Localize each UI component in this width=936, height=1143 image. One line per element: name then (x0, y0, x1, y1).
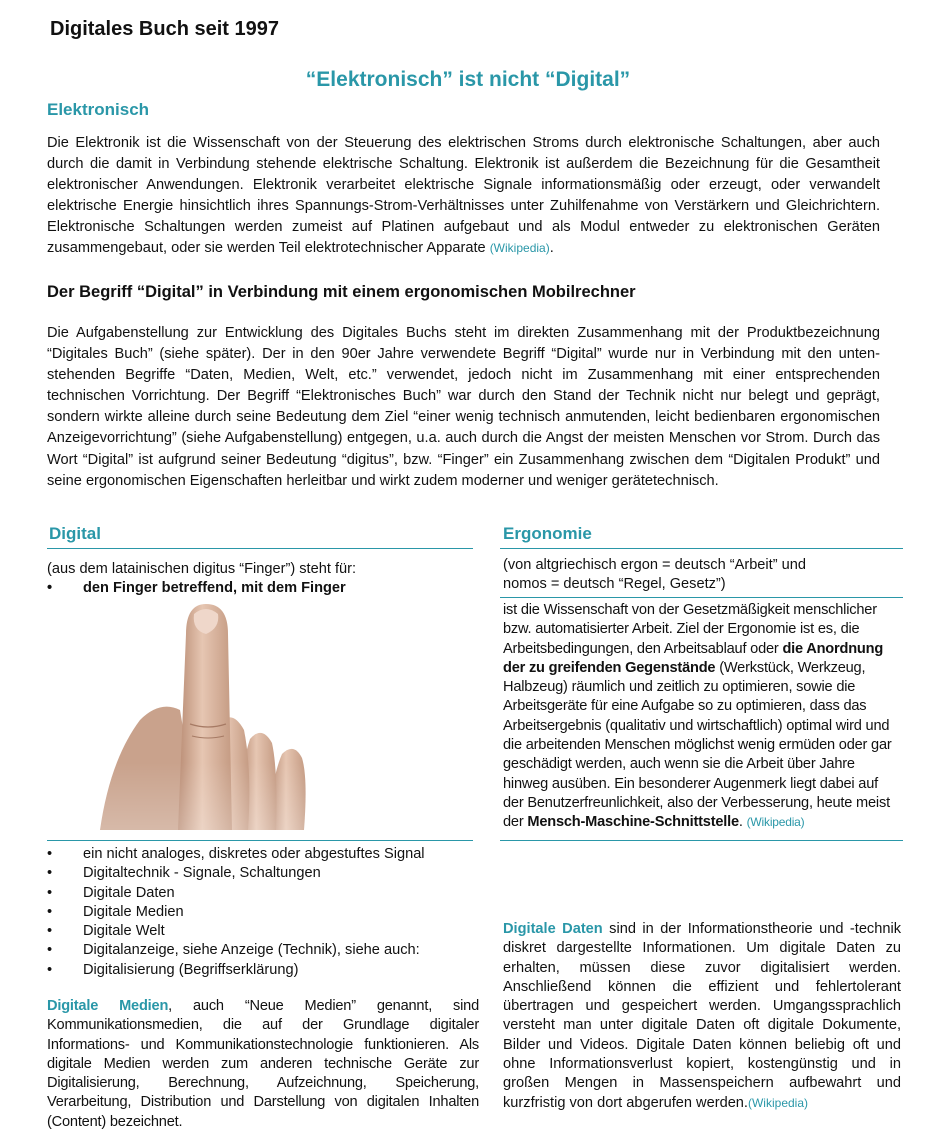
list-item: • Digitale Daten (47, 884, 477, 903)
list-item: • Digitalisierung (Begriffserklärung) (47, 961, 477, 980)
list-item: • ein nicht analoges, diskretes oder abgestuftes Signal (47, 845, 477, 864)
paragraph-elektronisch (47, 133, 880, 260)
digital-list (47, 845, 477, 980)
paragraph-ergonomie (503, 601, 901, 833)
ergonomie-text-1: ist die Wissenschaft von der Gesetzmäßigkeit menschlicher bzw. automatisierter Arbeit. Ziel der Ergonomie ist es, die Arbeitsbedingungen, den Arbeitsablauf oder (503, 602, 877, 657)
pointing-finger-photo (100, 604, 316, 830)
finger-illustration (100, 604, 316, 830)
divider-digital (47, 548, 473, 549)
list-item: • Digitale Medien (47, 903, 477, 922)
elektronisch-text: Die Elektronik ist die Wissenschaft von der Steuerung des elektrischen Stroms durch elektronische Schaltungen, aber auch durch die damit in Verbindung stehende elektrische Schaltung. Elektronik ist außerdem die Bezeichnung für die Gesamtheit elektronischer Anwendungen. Elektronik verarbeitet elektrische Signale informationsmäßig oder erzeugt, oder verwandelt elektrische Energie hinsichtlich ihres Spannungs-Strom-Verhältnisses unter Zuhilfenahme von Verstärkern und Gleichrichtern. Elektronische Schaltungen werden zumeist auf Platinen aufgebaut und als Modul entweder zu elektronischen Geräten zusammengebaut, oder sie werden Teil elektrotechnischer Apparate (47, 135, 880, 257)
divider-ergonomie (500, 548, 903, 549)
divider-ergonomie-2 (500, 597, 903, 598)
digital-intro: (aus dem latainischen digitus “Finger”) steht für: (47, 561, 357, 577)
ergonomie-etymology: (von altgriechisch ergon = deutsch “Arbeit” und nomos = deutsch “Regel, Gesetz”) (503, 557, 806, 593)
divider-digital-bottom (47, 840, 473, 841)
list-item: • Digitalanzeige, siehe Anzeige (Technik), siehe auch: (47, 941, 477, 960)
digitale-medien-lead: Digitale Medien (47, 998, 169, 1014)
ergonomie-text-3: . (738, 814, 747, 831)
wikipedia-link[interactable]: (Wikipedia) (747, 1095, 808, 1110)
begriff-text: Die Aufgabenstellung zur Entwicklung des Digitales Buchs steht im direkten Zusammenhang mit der Produktbezeichnung “Digitales Buch” (siehe später). Der in den 90er Jahre verwendete Begriff “Digital” wurde nur in Verbindung mit den unten-stehenden Begriffe “Daten, Medien, Welt, etc.” verwendet, jedoch nicht im Zusammenhang mit einer entsprechenden technischen Vorrichtung. Der Begriff “Elektronisches Buch” war durch den Stand der Technik nicht nur belegt und geprägt, sondern wirkte alleine durch seine Bedeutung dem Ziel “einer wenig technisch anmutenden, leicht bedienbaren ergonomischen Anzeigevorrichtung” (siehe Aufgabenstellung) entgegen, u.a. auch durch die Angst der meisten Menschen vor Strom. Durch das Wort “Digital” ist aufgrund seiner Bedeutung “digitus”, bzw. “Finger” ein Zusammenhang zwischen dem “Digitalen Produkt” und seine ergonomischen Eigenschaften herleitbar und wirkt zudem moderner und weniger gerätetechnisch. (47, 325, 880, 489)
heading-ergonomie: Ergonomie (503, 524, 592, 543)
period: . (549, 240, 554, 257)
ergonomie-text-2: (Werkstück, Werkzeug, Halbzeug) räumlich und zeitlich zu optimieren, sowie die Arbeitsgeräte für eine Aufgabe so zu optimieren, dass das Arbeitsergebnis (qualitativ und wirtschaftlich) optimal wird und die arbeitenden Menschen möglichst wenig ermüden oder gar geschädigt werden, auch wenn sie die Arbeit über Jahre hinweg ausüben. Ein besonderer Augenmerk liegt dabei auf der Benutzerfreunlichkeit, also der Verbesserung, heute meist der (503, 659, 892, 831)
digitale-medien-text: , auch “Neue Medien” genannt, sind Kommunikationsmedien, die auf der Grundlage digitaler Informations- und Kommunikationstechnologie funktionieren. Als digitale Medien werden zum anderen technische Geräte zur Digitalisierung, Berechnung, Aufzeichnung, Speicherung, Verarbeitung, Distribution und Darstellung von digitalen Inhalten (Content) bezeichnet. (47, 998, 479, 1130)
paragraph-begriff (47, 323, 880, 492)
ergonomie-bold-2: Mensch-Maschine-Schnittstelle (527, 814, 739, 831)
site-title: Digitales Buch seit 1997 (50, 18, 279, 40)
list-item: • Digitaltechnik - Signale, Schaltungen (47, 864, 477, 883)
heading-elektronisch: Elektronisch (47, 100, 150, 119)
divider-ergonomie-bottom (500, 840, 903, 841)
digitale-daten-text: sind in der Informationstheorie und -technik diskret dargestellte Informationen. Um digitale Daten zu erhalten, müssen diese zuvor digitalisiert werden. Anschließend können die effizient und fehlertolerant übertragen und gespeichert werden. Umgangssprachlich versteht man unter digitale Daten oft digitale Dokumente, Bilder und Videos. Digitale Daten können beliebig oft und ohne Informationsverlust kopiert, kostengünstig und in großen Mengen in Massenspeichern aufbewahrt und kurzfristig von dort abgerufen werden. (503, 921, 901, 1111)
ergonomie-bold-1: die Anordnung der zu greifenden Gegenstände (503, 640, 884, 676)
heading-begriff-digital: Der Begriff “Digital” in Verbindung mit einem ergonomischen Mobilrechner (47, 283, 636, 301)
digitale-daten-lead: Digitale Daten (503, 921, 603, 937)
paragraph-digitale-daten (503, 920, 901, 1113)
page-title: “Elektronisch” ist nicht “Digital” (305, 68, 631, 91)
list-item: • den Finger betreffend, mit dem Finger (47, 579, 477, 598)
wikipedia-link[interactable]: (Wikipedia) (489, 241, 550, 256)
wikipedia-link[interactable]: (Wikipedia) (746, 815, 805, 830)
digital-intro-block (47, 560, 477, 599)
list-item: • Digitale Welt (47, 922, 477, 941)
heading-digital: Digital (49, 524, 101, 543)
paragraph-digitale-medien (47, 997, 479, 1132)
